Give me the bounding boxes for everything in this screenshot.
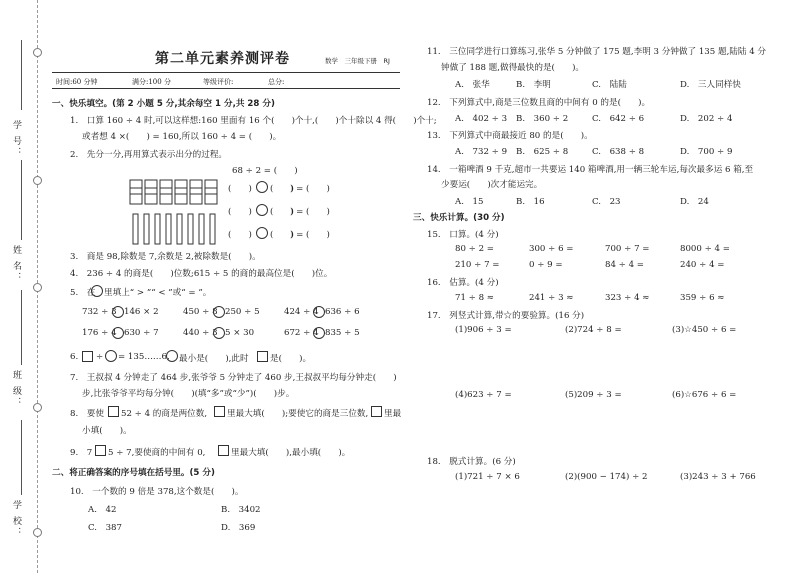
- q5-r2-left1: 176 ÷ 4: [82, 328, 117, 338]
- q15-r2-c3: 84 ÷ 4 =: [605, 260, 644, 270]
- q5-r2-left3: 672 ÷ 4: [284, 328, 319, 338]
- q8-c: 里最大填( );要使它的商是三位数,: [227, 409, 369, 419]
- subject-meta: 数学 三年级下册 RJ: [325, 57, 390, 65]
- school-line: [21, 420, 22, 495]
- blank-box[interactable]: [108, 406, 119, 417]
- q17-text: 17. 列竖式计算,带☆的要验算。(16 分): [427, 311, 585, 321]
- q5-r2-right1: 630 ÷ 7: [124, 328, 159, 338]
- circle-icon[interactable]: [256, 204, 268, 216]
- class-line: [21, 290, 22, 365]
- compare-circle[interactable]: [112, 306, 124, 318]
- q7-line1: 7. 王叔叔 4 分钟走了 464 步,张爷爷 5 分钟走了 460 步,王叔叔平均每分钟走( ): [70, 373, 397, 383]
- q5-r2-right2: 5 × 30: [225, 328, 255, 338]
- page-title: 第二单元素养测评卷: [155, 51, 290, 67]
- q12-text: 12. 下列算式中,商是三位数且商的中间有 0 的是( )。: [427, 98, 651, 108]
- q8-a: 8. 要使: [70, 409, 104, 419]
- q11-option-c[interactable]: C. 陆陆: [592, 80, 627, 90]
- q12-option-b[interactable]: B. 360 ÷ 2: [516, 114, 569, 124]
- q6-number: 6.: [70, 352, 79, 362]
- blank-box[interactable]: [95, 445, 106, 456]
- q16-c4: 359 ÷ 6 ≈: [680, 293, 725, 303]
- compare-circle[interactable]: [313, 306, 325, 318]
- q18-item1: (1)721 ÷ 7 × 6: [455, 472, 520, 482]
- q5-r1-left1: 732 ÷ 3: [82, 307, 117, 317]
- q14-line1: 14. 一箱啤酒 9 千克,超市一共要运 140 箱啤酒,用一辆三轮车运,每次最多运 6 箱,至: [427, 165, 754, 175]
- q1-line1: 1. 口算 160 ÷ 4 时,可以这样想:160 里面有 16 个( )个十,( )个十除以 4 得( )个十;: [70, 116, 437, 126]
- q4-text: 4. 236 ÷ 4 的商是( )位数;615 ÷ 5 的商的最高位是( )位。: [70, 269, 333, 279]
- q8-d: 里最: [384, 409, 402, 419]
- q8-e: 小填( )。: [82, 426, 132, 436]
- q2-row2-c: ) = ( ): [290, 207, 330, 217]
- class-label: 班 级：: [11, 370, 21, 408]
- q18-text: 18. 脱式计算。(6 分): [427, 457, 516, 467]
- q17-item4: (4)623 ÷ 7 =: [455, 390, 512, 400]
- q5-r1-right3: 636 ÷ 6: [325, 307, 360, 317]
- student-number-label: 学 号：: [11, 120, 21, 158]
- q10-text: 10. 一个数的 9 倍是 378,这个数是( )。: [70, 487, 244, 497]
- q17-item2: (2)724 ÷ 8 =: [565, 325, 622, 335]
- q15-r1-c3: 700 ÷ 7 =: [605, 244, 650, 254]
- q5-r2-left2: 440 ÷ 3: [183, 328, 218, 338]
- q17-item5: (5)209 ÷ 3 =: [565, 390, 622, 400]
- q10-option-b[interactable]: B. 3402: [221, 505, 261, 515]
- compare-circle[interactable]: [213, 306, 225, 318]
- blank-box[interactable]: [371, 406, 382, 417]
- q13-text: 13. 下列算式中商最接近 80 的是( )。: [427, 131, 593, 141]
- q8-b: 52 ÷ 4 的商是两位数,: [121, 409, 208, 419]
- q13-option-c[interactable]: C. 638 ÷ 8: [592, 147, 645, 157]
- q2-row2-b: ( ): [270, 207, 294, 217]
- blank-box[interactable]: [218, 445, 229, 456]
- q1-line2: 或者想 4 ×( ) = 160,所以 160 ÷ 4 = ( )。: [82, 132, 282, 142]
- header-rule-bottom: [52, 88, 400, 89]
- q5-r1-right2: 250 ÷ 5: [225, 307, 260, 317]
- binding-hole: [33, 176, 42, 185]
- q10-option-d[interactable]: D. 369: [221, 523, 256, 533]
- q15-r1-c1: 80 ÷ 2 =: [455, 244, 494, 254]
- blank-circle[interactable]: [166, 350, 178, 362]
- q15-r2-c1: 210 ÷ 7 =: [455, 260, 500, 270]
- compare-circle[interactable]: [213, 327, 225, 339]
- q7-line2: 步,比张爷爷平均每分钟( )(填“多”或“少”)( )步。: [82, 389, 295, 399]
- section-3-heading: 三、快乐计算。(30 分): [413, 213, 505, 223]
- q12-option-d[interactable]: D. 202 ÷ 4: [680, 114, 733, 124]
- q13-option-a[interactable]: A. 732 ÷ 9: [455, 147, 508, 157]
- name-line: [21, 160, 22, 240]
- q14-option-b[interactable]: B. 16: [516, 197, 545, 207]
- q9-a: 9. 7: [70, 448, 93, 458]
- bundle-icon: [130, 180, 217, 204]
- q9-b: 5 ÷ 7,要使商的中间有 0,: [108, 448, 206, 458]
- q5-r1-left2: 450 ÷ 8: [183, 307, 218, 317]
- q11-option-d[interactable]: D. 三人同样快: [680, 80, 741, 90]
- school-label: 学 校：: [11, 500, 21, 538]
- blank-box[interactable]: [257, 351, 268, 362]
- q17-item1: (1)906 ÷ 3 =: [455, 325, 512, 335]
- q14-option-d[interactable]: D. 24: [680, 197, 709, 207]
- time-info: 时间:60 分钟: [56, 78, 98, 86]
- q3-text: 3. 商是 98,除数是 7,余数是 2,被除数是( )。: [70, 252, 261, 262]
- q2-row1-a: ( ): [228, 184, 252, 194]
- blank-box[interactable]: [214, 406, 225, 417]
- q5-r1-right1: 146 × 2: [124, 307, 159, 317]
- q5-text-a: 5. 在: [70, 288, 96, 298]
- q16-c1: 71 ÷ 8 ≈: [455, 293, 494, 303]
- q17-item3: (3)☆450 ÷ 6 =: [672, 325, 737, 335]
- circle-icon[interactable]: [256, 181, 268, 193]
- name-label: 姓 名：: [11, 245, 21, 283]
- q14-line2: 少要运( )次才能运完。: [441, 180, 543, 190]
- q15-r1-c4: 8000 ÷ 4 =: [680, 244, 730, 254]
- total-info: 总分:: [268, 78, 285, 86]
- grade-info: 等级评价:: [203, 78, 234, 86]
- stick-bundles-figure: [128, 178, 224, 248]
- q12-option-a[interactable]: A. 402 ÷ 3: [455, 114, 508, 124]
- q11-line1: 11. 三位同学进行口算练习,张华 5 分钟做了 175 题,李明 3 分钟做了 135 题,陆陆 4 分: [427, 47, 767, 57]
- q14-option-a[interactable]: A. 15: [455, 197, 484, 207]
- q17-item6: (6)☆676 ÷ 6 =: [672, 390, 737, 400]
- q5-r2-right3: 835 ÷ 5: [325, 328, 360, 338]
- q6-then: 是( )。: [270, 354, 312, 364]
- q15-r2-c4: 240 ÷ 4 =: [680, 260, 725, 270]
- q16-c2: 241 ÷ 3 ≈: [529, 293, 574, 303]
- binding-hole: [33, 48, 42, 57]
- q15-text: 15. 口算。(4 分): [427, 230, 499, 240]
- q2-row1-b: ( ): [270, 184, 294, 194]
- q5-r1-left3: 424 ÷ 4: [284, 307, 319, 317]
- q6-div: ÷: [96, 352, 104, 362]
- single-sticks-icon: [133, 214, 215, 244]
- binding-hole: [33, 528, 42, 537]
- binding-hole: [33, 283, 42, 292]
- student-number-line: [21, 40, 22, 110]
- q10-option-c[interactable]: C. 387: [88, 523, 122, 533]
- binding-hole: [33, 403, 42, 412]
- q18-item3: (3)243 ÷ 3 + 766: [680, 472, 756, 482]
- q15-r2-c2: 0 ÷ 9 =: [529, 260, 563, 270]
- section-1-heading: 一、快乐填空。(第 2 小题 5 分,其余每空 1 分,共 28 分): [52, 99, 275, 109]
- q2-row2-a: ( ): [228, 207, 252, 217]
- q10-option-a[interactable]: A. 42: [88, 505, 117, 515]
- score-info: 满分:100 分: [132, 78, 171, 86]
- q2-row3-c: ) = ( ): [290, 230, 330, 240]
- q2-text: 2. 先分一分,再用算式表示出分的过程。: [70, 150, 228, 160]
- q6-result: = 135……6,: [118, 352, 170, 362]
- q16-text: 16. 估算。(4 分): [427, 278, 499, 288]
- q9-c: 里最大填( ),最小填( )。: [231, 448, 351, 458]
- q11-option-a[interactable]: A. 张华: [455, 80, 490, 90]
- q15-r1-c2: 300 ÷ 6 =: [529, 244, 574, 254]
- q2-row3-b: ( ): [270, 230, 294, 240]
- q13-option-d[interactable]: D. 700 ÷ 9: [680, 147, 733, 157]
- compare-circle[interactable]: [313, 327, 325, 339]
- q16-c3: 323 ÷ 4 ≈: [605, 293, 650, 303]
- q5-text-b: 里填上“ > ”“ < ”或“ = ”。: [104, 288, 212, 298]
- q14-option-c[interactable]: C. 23: [592, 197, 621, 207]
- blank-circle[interactable]: [105, 350, 117, 362]
- circle-icon[interactable]: [256, 227, 268, 239]
- circle-icon: [91, 285, 103, 297]
- header-rule-top: [52, 72, 400, 73]
- q2-equation: 68 ÷ 2 = ( ): [232, 166, 298, 176]
- compare-circle[interactable]: [112, 327, 124, 339]
- q18-item2: (2)(900 − 174) ÷ 2: [565, 472, 648, 482]
- q6-min: 最小是( ),此时: [179, 354, 249, 364]
- blank-box[interactable]: [82, 351, 93, 362]
- q2-row1-c: ) = ( ): [290, 184, 330, 194]
- q13-option-b[interactable]: B. 625 ÷ 8: [516, 147, 569, 157]
- q11-line2: 钟做了 188 题,做得最快的是( )。: [441, 63, 585, 73]
- q12-option-c[interactable]: C. 642 ÷ 6: [592, 114, 645, 124]
- q11-option-b[interactable]: B. 李明: [516, 80, 551, 90]
- q2-row3-a: ( ): [228, 230, 252, 240]
- section-2-heading: 二、将正确答案的序号填在括号里。(5 分): [52, 468, 215, 478]
